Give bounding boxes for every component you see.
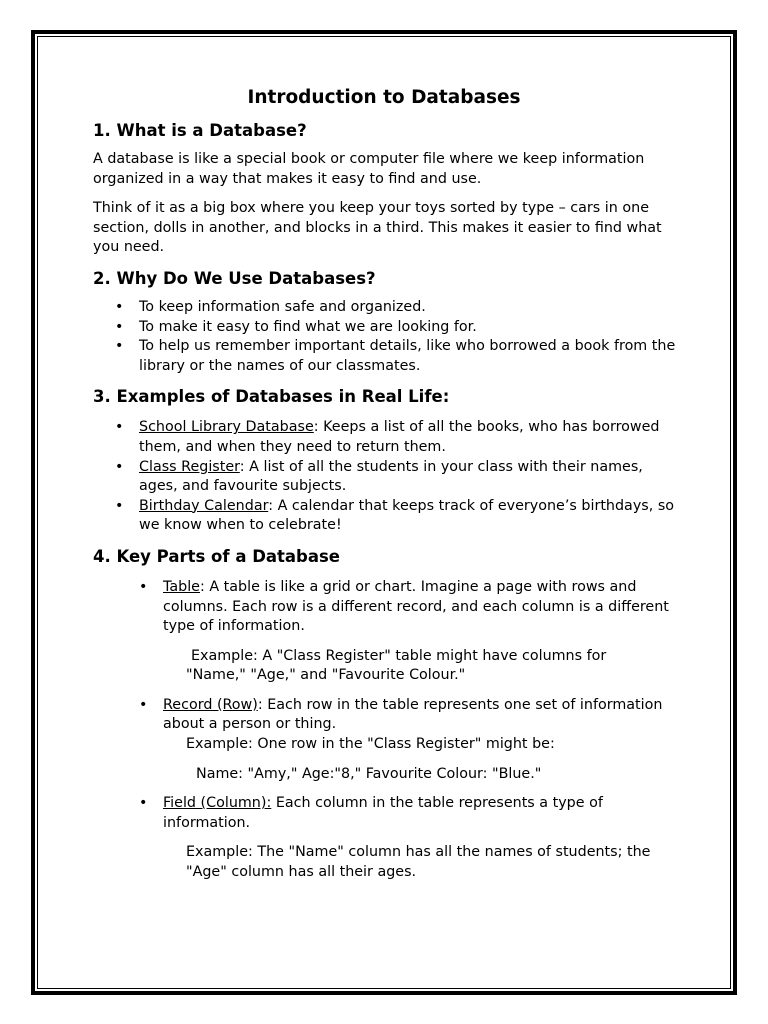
section-1-paragraph-2: Think of it as a big box where you keep your toys sorted by type – cars in one section, dolls in another, and blocks in a third. This makes it easier to find what you need.: [93, 200, 662, 256]
example-text: Example: One row in the "Class Register" might be:: [186, 736, 555, 753]
section-2-list: [93, 298, 683, 376]
list-item: [163, 578, 683, 686]
list-item: [139, 497, 683, 536]
list-item-term: Class Register: [139, 458, 240, 475]
example-text: Example: A "Class Register" table might have columns for "Name," "Age," and "Favourite Colour.": [186, 647, 607, 684]
list-item-term: Birthday Calendar: [139, 497, 269, 514]
section-3-heading: 3. Examples of Databases in Real Life:: [93, 387, 450, 407]
list-item: • To make it easy to find what we are looking for.: [139, 318, 683, 338]
list-item-term: School Library Database: [139, 419, 314, 436]
list-item-desc: : A calendar that keeps track of everyone’s birthdays, so we know when to celebrate!: [139, 497, 675, 534]
section-2-heading: 2. Why Do We Use Databases?: [93, 268, 376, 288]
section-4-list: [93, 578, 683, 883]
list-item-desc: Each column in the table represents a type of information.: [163, 795, 603, 831]
list-item-desc: : Each row in the table represents one set of information about a person or thing.: [163, 696, 663, 733]
document-title: Introduction to Databases: [247, 87, 521, 108]
section-1-paragraph-1: A database is like a special book or computer file where we keep information organized in a way that makes it easy to find and use.: [93, 151, 645, 187]
list-item-term: Record (Row): [163, 696, 258, 713]
list-item: [163, 696, 683, 784]
list-item: [139, 458, 683, 497]
list-item: • To help us remember important details, like who borrowed a book from the library or the names of our classmates.: [139, 337, 683, 376]
list-item-desc: : Keeps a list of all the books, who has borrowed them, and when they need to return them.: [139, 419, 660, 455]
list-item-desc: : A list of all the students in your class with their names, ages, and favourite subjects.: [139, 458, 643, 495]
section-3-list: [93, 418, 683, 536]
document-body: [93, 86, 683, 893]
example-text: Example: The "Name" column has all the names of students; the "Age" column has all their ages.: [186, 844, 651, 881]
list-item-term: Table: [163, 578, 200, 595]
section-1-heading: 1. What is a Database?: [93, 121, 307, 140]
list-item: [139, 418, 683, 457]
example-record-text: Name: "Amy," Age:"8," Favourite Colour: "Blue.": [196, 765, 542, 782]
section-4-heading: 4. Key Parts of a Database: [93, 546, 341, 566]
list-item: [163, 794, 683, 882]
list-item-term: Field (Column):: [163, 795, 272, 812]
list-item-desc: : A table is like a grid or chart. Imagine a page with rows and columns. Each row is a different record, and each column is a different type of information.: [163, 578, 669, 635]
list-item: • To keep information safe and organized.: [139, 298, 683, 318]
